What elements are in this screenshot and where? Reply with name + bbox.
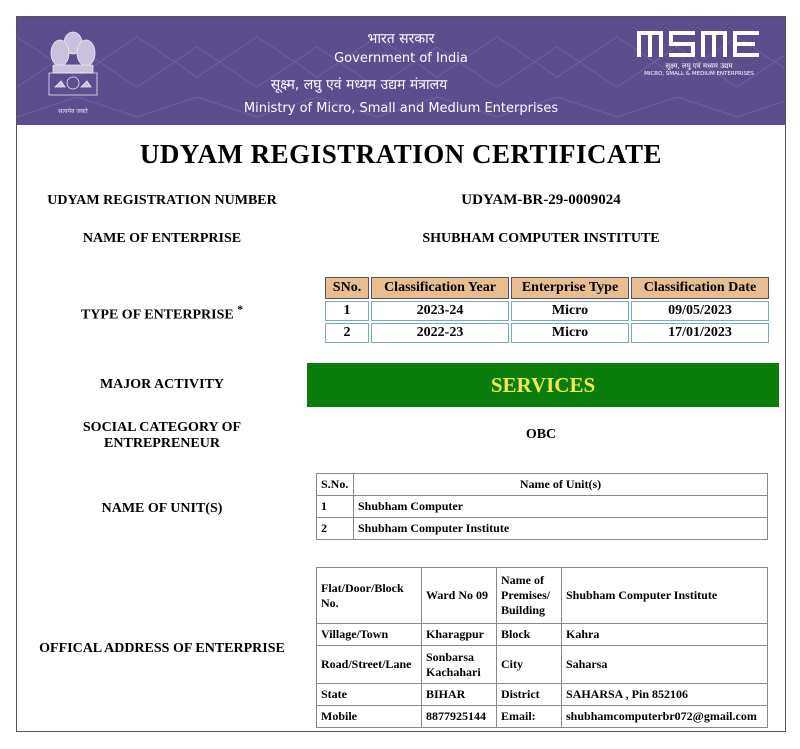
cell-sno: 1	[317, 496, 354, 518]
table-row	[317, 518, 768, 540]
cell-sno: 2	[325, 323, 369, 343]
social-category-label-line1: SOCIAL CATEGORY OF	[82, 420, 242, 435]
city-value: Saharsa	[562, 646, 768, 684]
enterprise-name-label: NAME OF ENTERPRISE	[82, 231, 242, 246]
ministry-english-title: Ministry of Micro, Small and Medium Enterprises	[243, 101, 559, 116]
address-table	[316, 567, 768, 728]
ward-label: Ward No 09	[422, 568, 497, 624]
road-label: Road/Street/Lane	[317, 646, 422, 684]
classification-table	[323, 275, 771, 345]
social-category-label-line2: ENTREPRENEUR	[104, 436, 220, 451]
table-header-row	[325, 277, 769, 299]
certificate-title: UDYAM REGISTRATION CERTIFICATE	[139, 139, 663, 169]
village-value: Kharagpur	[422, 624, 497, 646]
gov-english-title: Government of India	[334, 51, 468, 66]
cell-type: Micro	[511, 323, 629, 343]
table-header-row	[317, 474, 768, 496]
cell-unit-name: Shubham Computer	[354, 496, 768, 518]
major-activity-label: MAJOR ACTIVITY	[99, 377, 225, 392]
major-activity-value: SERVICES	[307, 363, 779, 407]
city-label: City	[497, 646, 562, 684]
email-value: shubhamcomputerbr072@gmail.com	[562, 706, 768, 728]
premises-label: Name of Premises/ Building	[497, 568, 562, 624]
asterisk: *	[237, 303, 244, 316]
state-label: State	[317, 684, 422, 706]
units-label: NAME OF UNIT(S)	[101, 501, 223, 516]
cell-type: Micro	[511, 301, 629, 321]
msme-logo	[637, 29, 761, 77]
emblem-motto: सत्यमेव जयते	[58, 108, 88, 115]
enterprise-type-label-text: TYPE OF ENTERPRISE	[80, 307, 234, 323]
cell-year: 2023-24	[371, 301, 509, 321]
mobile-value: 8877925144	[422, 706, 497, 728]
block-label: Block	[497, 624, 562, 646]
cell-date: 09/05/2023	[631, 301, 769, 321]
enterprise-type-label	[27, 303, 297, 324]
road-value: Sonbarsa Kachahari	[422, 646, 497, 684]
cell-sno: 1	[325, 301, 369, 321]
premises-value: Shubham Computer Institute	[562, 568, 768, 624]
district-value: SAHARSA , Pin 852106	[562, 684, 768, 706]
cell-sno: 2	[317, 518, 354, 540]
header-unit-name: Name of Unit(s)	[354, 474, 768, 496]
mobile-label: Mobile	[317, 706, 422, 728]
cell-date: 17/01/2023	[631, 323, 769, 343]
table-row	[317, 684, 768, 706]
header-enterprise-type: Enterprise Type	[511, 277, 629, 299]
header-classification-date: Classification Date	[631, 277, 769, 299]
reg-number-label: UDYAM REGISTRATION NUMBER	[47, 193, 277, 208]
table-row	[317, 496, 768, 518]
table-row	[317, 568, 768, 624]
block-value: Kahra	[562, 624, 768, 646]
msme-hindi-subtitle: सूक्ष्म, लघु एवं मध्यम उद्यम	[665, 62, 733, 70]
header-sno: SNo.	[325, 277, 369, 299]
email-label: Email:	[497, 706, 562, 728]
cell-unit-name: Shubham Computer Institute	[354, 518, 768, 540]
cell-year: 2022-23	[371, 323, 509, 343]
social-category-value: OBC	[525, 427, 557, 442]
msme-logo-icon	[637, 29, 761, 59]
ministry-hindi-title: सूक्ष्म, लघु एवं मध्यम उद्यम मंत्रालय	[270, 77, 448, 93]
gov-hindi-title: भारत सरकार	[367, 31, 435, 47]
table-row	[325, 323, 769, 343]
header-banner	[17, 17, 785, 125]
table-row	[317, 624, 768, 646]
state-value: BIHAR	[422, 684, 497, 706]
certificate-frame	[16, 16, 786, 732]
village-label: Village/Town	[317, 624, 422, 646]
table-row	[317, 646, 768, 684]
district-label: District	[497, 684, 562, 706]
address-label: OFFICAL ADDRESS OF ENTERPRISE	[39, 641, 285, 656]
header-classification-year: Classification Year	[371, 277, 509, 299]
table-row	[317, 706, 768, 728]
social-category-label	[27, 420, 297, 452]
table-row	[325, 301, 769, 321]
flat-label: Flat/Door/Block No.	[317, 568, 422, 624]
msme-english-subtitle: MICRO, SMALL & MEDIUM ENTERPRISES	[644, 71, 754, 77]
units-table	[316, 473, 768, 540]
header-sno: S.No.	[317, 474, 354, 496]
reg-number-value: UDYAM-BR-29-0009024	[461, 192, 621, 208]
enterprise-name-value: SHUBHAM COMPUTER INSTITUTE	[422, 231, 660, 246]
